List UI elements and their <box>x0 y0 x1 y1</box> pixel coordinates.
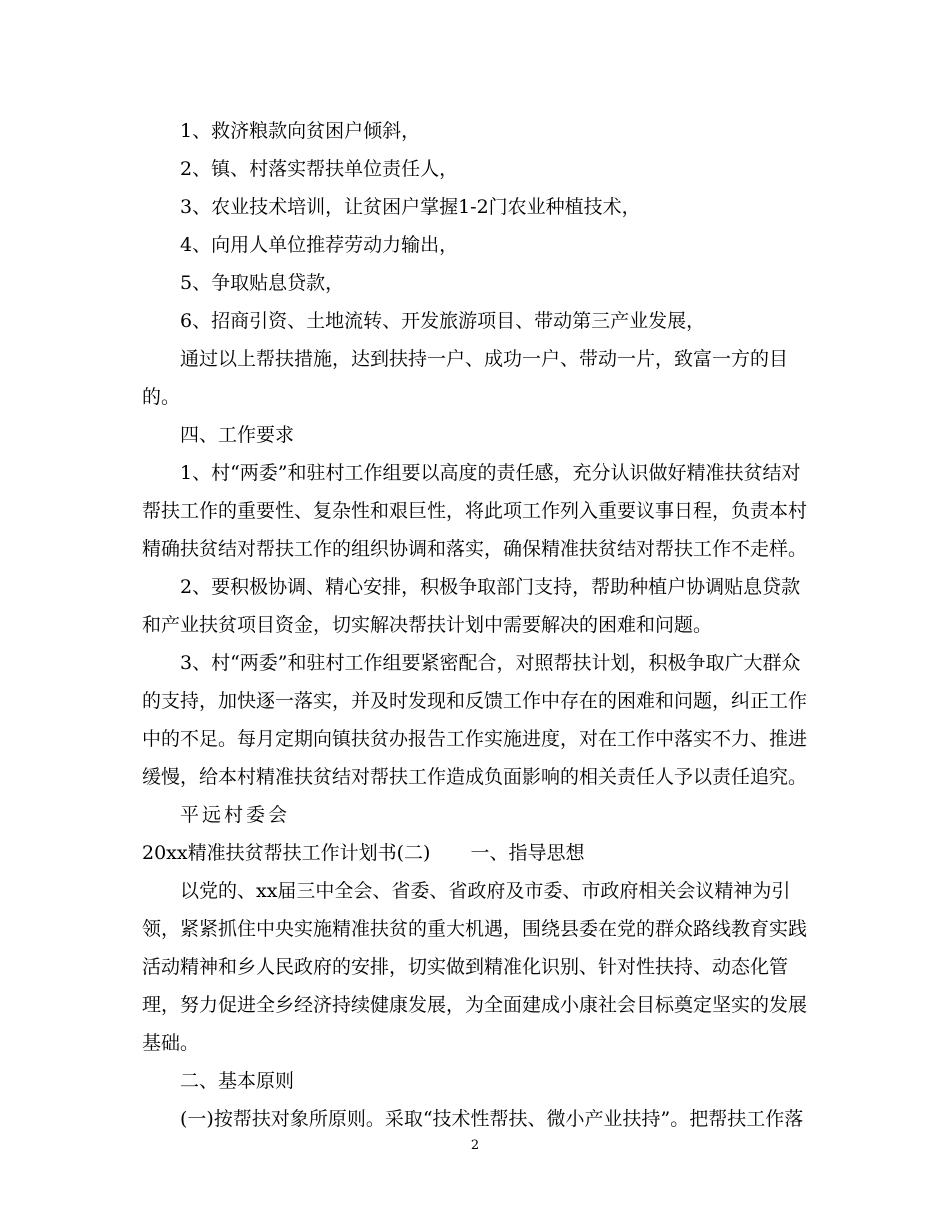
measures-summary: 通过以上帮扶措施，达到扶持一户、成功一户、带动一片，致富一方的目的。 <box>142 348 789 408</box>
measure-item-6: 6、招商引资、土地流转、开发旅游项目、带动第三产业发展， <box>180 310 706 332</box>
page-number: 2 <box>470 1138 480 1153</box>
measure-item-2: 2、镇、村落实帮扶单位责任人， <box>180 158 459 180</box>
second-plan-title-line <box>142 834 812 872</box>
section-heading-guiding-thought: 一、指导思想 <box>470 842 585 864</box>
measure-item-5: 5、争取贴息贷款， <box>180 272 345 294</box>
signature-committee: 平远村委会 <box>180 804 291 826</box>
section-heading-work-requirements: 四、工作要求 <box>180 424 295 446</box>
requirement-item-3: 3、村“两委”和驻村工作组要紧密配合，对照帮扶计划，积极争取广大群众的支持，加快逐一落实，并及时发现和反馈工作中存在的困难和问题，纠正工作中的不足。每月定期向镇扶贫办报告工作实施进度，对在工作中落实不力、推进缓慢，给本村精准扶贫结对帮扶工作造成负面影响的相关责任人予以责任追究。 <box>142 652 808 788</box>
document-body <box>142 112 812 1138</box>
measure-item-1: 1、救济粮款向贫困户倾斜， <box>180 120 421 142</box>
guiding-thought-paragraph: 以党的、xx届三中全会、省委、省政府及市委、市政府相关会议精神为引领，紧紧抓住中央实施精准扶贫的重大机遇，围绕县委在党的群众路线教育实践活动精神和乡人民政府的安排，切实做到精准化识别、针对性扶持、动态化管理，努力促进全乡经济持续健康发展，为全面建成小康社会目标奠定坚实的发展基础。 <box>142 880 808 1054</box>
measure-item-3: 3、农业技术培训，让贫困户掌握1-2门农业种植技术， <box>180 196 641 218</box>
measure-item-4: 4、向用人单位推荐劳动力输出， <box>180 234 459 256</box>
section-heading-basic-principles: 二、基本原则 <box>180 1070 295 1092</box>
principle-item-1: (一)按帮扶对象所原则。采取“技术性帮扶、微小产业扶持”。把帮扶工作落 <box>180 1108 804 1130</box>
requirement-item-1: 1、村“两委”和驻村工作组要以高度的责任感，充分认识做好精准扶贫结对帮扶工作的重要性、复杂性和艰巨性，将此项工作列入重要议事日程，负责本村精确扶贫结对帮扶工作的组织协调和落实，确保精准扶贫结对帮扶工作不走样。 <box>142 462 808 560</box>
second-plan-title: 20xx精准扶贫帮扶工作计划书(二) <box>142 842 431 864</box>
requirement-item-2: 2、要积极协调、精心安排，积极争取部门支持，帮助种植户协调贴息贷款和产业扶贫项目资金，切实解决帮扶计划中需要解决的困难和问题。 <box>142 576 801 636</box>
